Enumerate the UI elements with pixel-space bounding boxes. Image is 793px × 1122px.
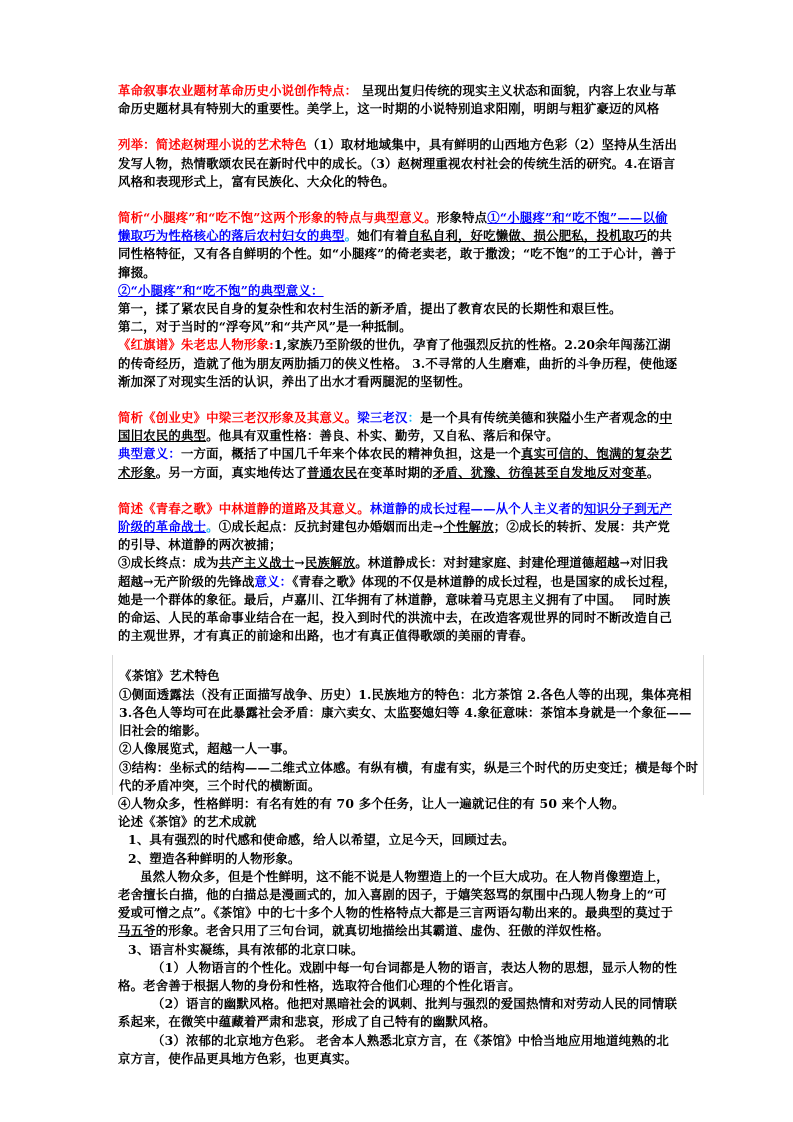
document-page: [118, 82, 699, 1068]
achievement-item-1: 1、具有强烈的时代感和使命感，给人以希望，立足今天，回顾过去。: [128, 832, 515, 848]
meaning-label: 典型意义：: [118, 446, 181, 462]
section-body: 1,家族乃至阶级的世仇，孕育了他强烈反抗的性格。2.20余年闯荡江湖的传奇经历，造就了他为朋友两肋插刀的侠义性格。 3.不寻常的人生磨难，曲折的斗争历程，使他逐渐加深了对现实生活的认识，养出了出水才看两腿泥的坚韧性。: [118, 337, 678, 389]
achievement-item-3-1: （1）人物语言的个性化。戏剧中每一句台词都是人物的语言，表达人物的思想，显示人物的性格。老舍善于根据人物的身份和性格，选取符合他们心理的个性化语言。: [118, 959, 678, 993]
growth-heading: 林道静的成长过程——从个人主义者的: [369, 500, 584, 516]
body-text: 。他具有双重性格：善良、朴实、勤劳，又自私、落后和保守。: [206, 428, 559, 444]
character-name: 梁三老汉: [357, 410, 408, 426]
body-text: 她们有着: [357, 228, 408, 244]
body-text: 《青春之歌》体现的不仅是林道静的成长过程，也是国家的成长过程，她是一个群体的象征。最后，卢嘉川、江华拥有了林道静，意味着马克思主义拥有了中国。 同时族的命运、人民的革命事业结合在一起，投入到时代的洪流中去，在改造客观世界的同时不断改造自己的主观世界，才有真正的前途和出路，也才有真正值得歌颂的美丽的青春。: [118, 573, 677, 644]
body-text: 。另一方面，真实地传达了: [155, 464, 307, 480]
section-body: 呈现出复归传统的现实主义状态和面貌，内容上农业与革命历史题材具有特别大的重要性。美学上，这一时期的小说特别追求阳刚，明朗与粗犷豪迈的风格: [118, 83, 677, 117]
body-text: ；②成长的转折、发展：共产党的引导、林道静的两次被捕；: [118, 519, 671, 553]
arrow: →: [294, 555, 305, 571]
underlined-text: 自私自利，好吃懒做、损公肥私，投机取巧: [407, 228, 647, 244]
point-1-heading: ①“小腿疼”和“吃不饱”——以偷懒取巧为性格核心的落后农村妇女的典型: [118, 210, 668, 244]
section-revolution-novel: [118, 82, 678, 118]
section-title: 《红旗谱》朱老忠人物形象:: [118, 337, 274, 353]
section-zhao-shuli: [118, 136, 678, 191]
section-title: 革命叙事农业题材革命历史小说创作特点：: [118, 83, 358, 98]
body-text: 一方面，概括了中国几千年来个体农民的精神负担，这是一个: [180, 446, 521, 462]
point-second: 第二，对于当时的“浮夸风”和“共产风”是一种抵制。: [118, 319, 412, 335]
body-text: 是一个具有传统美德和狭隘小生产者观念的: [420, 410, 660, 426]
achievement-item-2-body: [118, 868, 678, 941]
punctuation: 。: [344, 228, 358, 244]
section-qingchunzhige: [118, 500, 678, 646]
section-body: （1）取材地域集中，具有鲜明的山西地方色彩（2）坚持从生活出发写人物，热情歌颂农民在新时代中的成长。（3）赵树理重视农村社会的传统生活的研究。4.在语言风格和表现形式上，富有民族化、大众化的特色。: [118, 137, 678, 189]
underlined-text: 普通农民: [306, 464, 358, 480]
achievement-item-2: 2、塑造各种鲜明的人物形象。: [128, 850, 301, 866]
body-text: ①成长起点：反抗封建包办婚姻而出走→: [218, 519, 444, 535]
body-text: 。: [646, 464, 660, 480]
body-text: 的共同性格特征，又有各自鲜明的个性。如“小腿疼”的倚老卖老，敢于撒泼；“吃不饱”的工于心计，善于撺掇。: [118, 228, 677, 280]
underlined-text: 民族解放: [304, 555, 356, 571]
underlined-text: 真实可信的、饱满的复杂艺术形象: [118, 446, 672, 480]
achievement-title: 论述《茶馆》的艺术成就: [118, 814, 257, 830]
body-text: 。林道静成长：对封建家庭、封建伦理道德超越→对旧我超越→无产阶级的先锋战: [118, 555, 669, 589]
underlined-text: 中国旧农民的典型: [118, 410, 673, 444]
underlined-text: 矛盾、犹豫、彷徨甚至自发地反对变革: [432, 464, 647, 480]
achievement-item-3-2: （2）语言的幽默风格。他把对黑暗社会的讽刺、批判与强烈的爱国热情和对劳动人民的同情联系起来，在微笑中蕴藏着严肃和悲哀，形成了自己特有的幽默风格。: [118, 996, 678, 1030]
lead-text: 形象特点: [436, 210, 488, 226]
section-title: 简析“小腿疼”和“吃不饱”这两个形象的特点与典型意义。: [118, 210, 437, 226]
point-first: 第一，揉了紧农民自身的复杂性和农村生活的新矛盾，提出了教育农民的长期性和艰巨性。: [118, 301, 622, 317]
section-hongqipu: [118, 336, 678, 391]
underlined-text: 个性解放: [443, 519, 494, 535]
chaguan-point-3: ③结构：坐标式的结构——二维式立体感。有纵有横，有虚有实，纵是三个时代的历史变迁；横是每个时代的矛盾冲突，三个时代的横断面。: [119, 759, 699, 793]
section-title: 列举：简述赵树理小说的艺术特色: [118, 137, 307, 153]
underlined-text: 共产主义战士: [218, 555, 295, 571]
section-title: 简析《创业史》中梁三老汉形象及其意义。: [118, 410, 358, 426]
punctuation: ：: [407, 410, 421, 426]
point-2-heading-text: ②“小腿疼”和“吃不饱”的典型意义：: [118, 282, 324, 298]
body-text: 在变革时期的: [357, 464, 433, 480]
body-text: 虽然人物众多，但是个性鲜明，这不能不说是人物塑造上的一个巨大成功。在人物肖像塑造上，老舍擅长白描，他的白描总是漫画式的，加入喜剧的因子，于嬉笑怒骂的氛围中凸现人物身上的“可爱或可憎之点”。《茶馆》中的七十多个人物的性格特点大都是三言两语勾勒出来的。最典型的莫过于: [118, 868, 674, 921]
section-xiaotuiteng-chibubao: [118, 209, 678, 282]
section-chuangyeshi: [118, 409, 678, 482]
chaguan-point-2: ②人像展览式，超越一人一事。: [119, 741, 296, 757]
growth-heading-underlined: 知识分子到无产阶级的革命战士: [118, 500, 672, 535]
chaguan-point-1: ①侧面透露法（没有正面描写战争、历史）1.民族地方的特色：北方茶馆 2.各色人等的出现，集体亮相 3.各色人等均可在此暴露社会矛盾：康六卖女、太监娶媳妇等 4.象征意味：茶馆本身就是一个象征——旧社会的缩影。: [119, 686, 692, 739]
underlined-text: 马五爷: [118, 923, 156, 939]
body-text: ③成长终点：成为: [118, 555, 219, 571]
punctuation: 。: [206, 519, 219, 535]
chaguan-title: 《茶馆》艺术特色: [119, 668, 220, 684]
achievement-item-3: 3、语言朴实凝练，具有浓郁的北京口味。: [128, 941, 364, 957]
meaning-label: 意义：: [254, 573, 293, 589]
body-text: 的形象。老舍只用了三句台词，就真切地描绘出其霸道、虚伪、狂傲的洋奴性格。: [155, 923, 610, 939]
chaguan-point-4: ④人物众多，性格鲜明：有名有姓的有 70 多个任务，让人一遍就记住的有 50 来个人物。: [118, 795, 625, 811]
section-title: 简述《青春之歌》中林道静的道路及其意义。: [118, 500, 370, 516]
chaguan-box: [112, 655, 704, 794]
achievement-item-3-3: （3）浓郁的北京地方色彩。 老舍本人熟悉北京方言，在《茶馆》中恰当地应用地道纯熟的北京方言，使作品更具地方色彩，也更真实。: [118, 1032, 669, 1066]
point-2-heading: [118, 282, 678, 300]
